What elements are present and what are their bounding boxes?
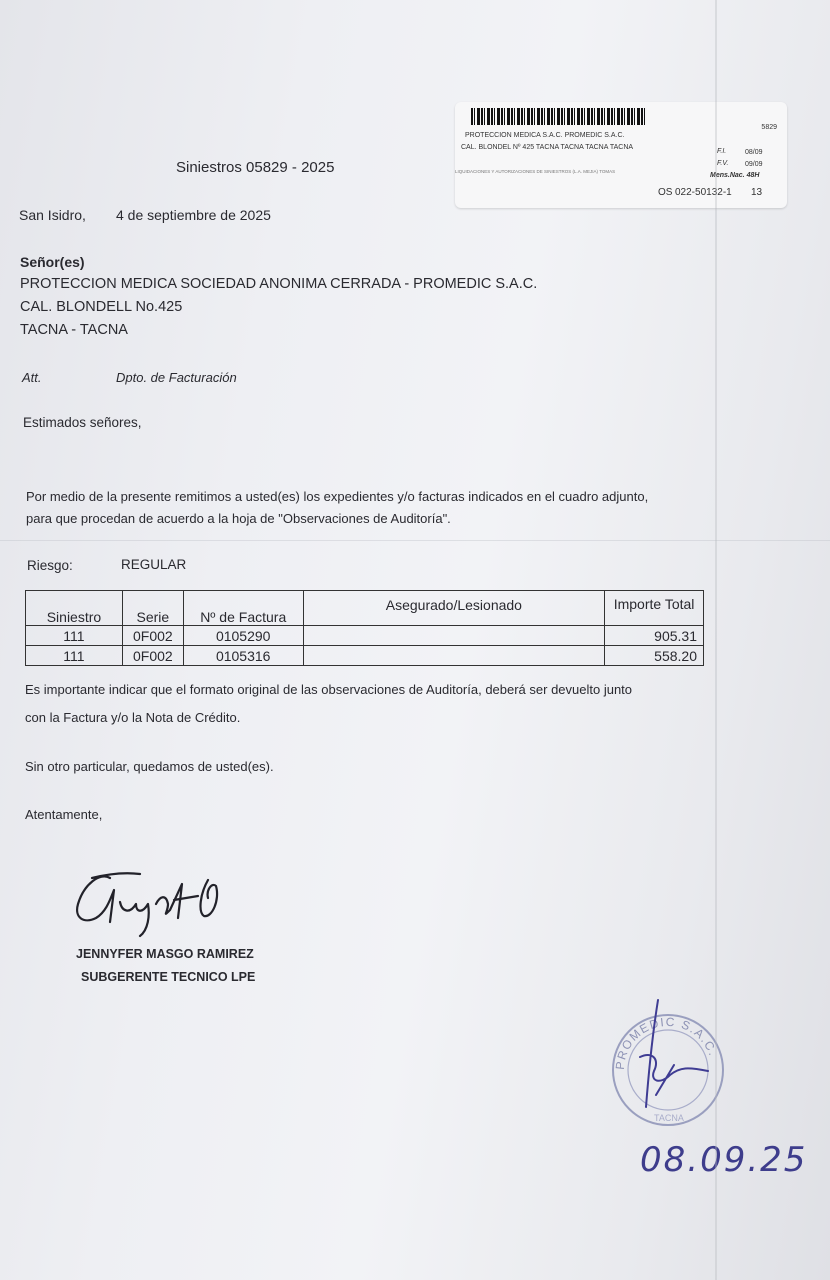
signer-role: SUBGERENTE TECNICO LPE xyxy=(81,970,256,984)
handwritten-signature xyxy=(70,860,250,940)
sticker-code: 5829 xyxy=(761,124,777,131)
sticker-fi-value: 08/09 xyxy=(745,149,763,156)
greeting: Estimados señores, xyxy=(23,415,142,430)
paragraph2-line2: con la Factura y/o la Nota de Crédito. xyxy=(25,710,241,725)
reception-sticker xyxy=(455,102,787,208)
signer-name: JENNYFER MASGO RAMIREZ xyxy=(76,947,254,961)
header-siniestro: Siniestro xyxy=(26,591,123,626)
cell-serie: 0F002 xyxy=(122,626,183,646)
sticker-os-value: 022-50132-1 xyxy=(675,187,732,198)
sticker-os-count: 13 xyxy=(751,187,763,198)
header-asegurado: Asegurado/Lesionado xyxy=(303,591,605,626)
table-row xyxy=(26,626,704,646)
recipient-city: TACNA - TACNA xyxy=(20,322,128,338)
sticker-small-line: LIQUIDACIONES Y AUTORIZACIONES DE SINIESTROS (L.A. MEJIA) TOMAS xyxy=(455,169,616,174)
sticker-fi-label: F.I. xyxy=(717,148,727,155)
salutation: Señor(es) xyxy=(20,254,85,270)
table-header-row xyxy=(26,591,704,626)
paragraph2-line1: Es importante indicar que el formato original de las observaciones de Auditoría, deberá ser devuelto junto xyxy=(25,682,633,697)
header-serie: Serie xyxy=(122,591,183,626)
cell-asegurado xyxy=(303,626,605,646)
place: San Isidro, xyxy=(19,207,86,223)
att-value: Dpto. de Facturación xyxy=(116,370,237,385)
stamp-bottom-text: TACNA xyxy=(654,1113,684,1123)
closing-text: Sin otro particular, quedamos de usted(es). xyxy=(25,759,274,774)
sticker-line1: PROTECCION MEDICA S.A.C. PROMEDIC S.A.C. xyxy=(465,132,625,139)
cell-asegurado xyxy=(303,646,605,666)
cell-importe: 558.20 xyxy=(605,646,704,666)
cell-factura: 0105290 xyxy=(183,626,303,646)
cell-siniestro: 111 xyxy=(26,626,123,646)
regards: Atentamente, xyxy=(25,807,103,822)
paragraph1-line1: Por medio de la presente remitimos a usted(es) los expedientes y/o facturas indicados en el cuadro adjunto, xyxy=(26,489,649,504)
table-row xyxy=(26,646,704,666)
sticker-fv-value: 09/09 xyxy=(745,161,763,168)
att-label: Att. xyxy=(22,370,42,385)
sticker-mensaje: Mens.Nac. 48H xyxy=(710,172,760,179)
recipient-company: PROTECCION MEDICA SOCIEDAD ANONIMA CERRADA - PROMEDIC S.A.C. xyxy=(20,276,538,292)
riesgo-label: Riesgo: xyxy=(27,558,73,573)
riesgo-value: REGULAR xyxy=(121,557,187,572)
document-title: Siniestros 05829 - 2025 xyxy=(176,159,335,176)
date: 4 de septiembre de 2025 xyxy=(116,207,271,223)
company-stamp xyxy=(610,995,730,1130)
header-factura: Nº de Factura xyxy=(183,591,303,626)
stamp-text: PROMEDIC S.A.C. xyxy=(612,1014,721,1071)
handwritten-date: 08.09.25 xyxy=(640,1140,808,1180)
sticker-os-label: OS xyxy=(658,187,673,198)
paper-fold xyxy=(0,540,830,541)
cell-serie: 0F002 xyxy=(122,646,183,666)
paragraph1-line2: para que procedan de acuerdo a la hoja de "Observaciones de Auditoría". xyxy=(26,511,451,526)
cell-siniestro: 111 xyxy=(26,646,123,666)
recipient-address: CAL. BLONDELL No.425 xyxy=(20,299,183,315)
barcode xyxy=(471,108,646,125)
header-importe: Importe Total xyxy=(605,591,704,626)
cell-importe: 905.31 xyxy=(605,626,704,646)
sticker-line2: CAL. BLONDEL Nº 425 TACNA TACNA TACNA TACNA xyxy=(461,144,634,151)
cell-factura: 0105316 xyxy=(183,646,303,666)
invoice-table xyxy=(25,590,704,666)
sticker-fv-label: F.V. xyxy=(717,160,729,167)
